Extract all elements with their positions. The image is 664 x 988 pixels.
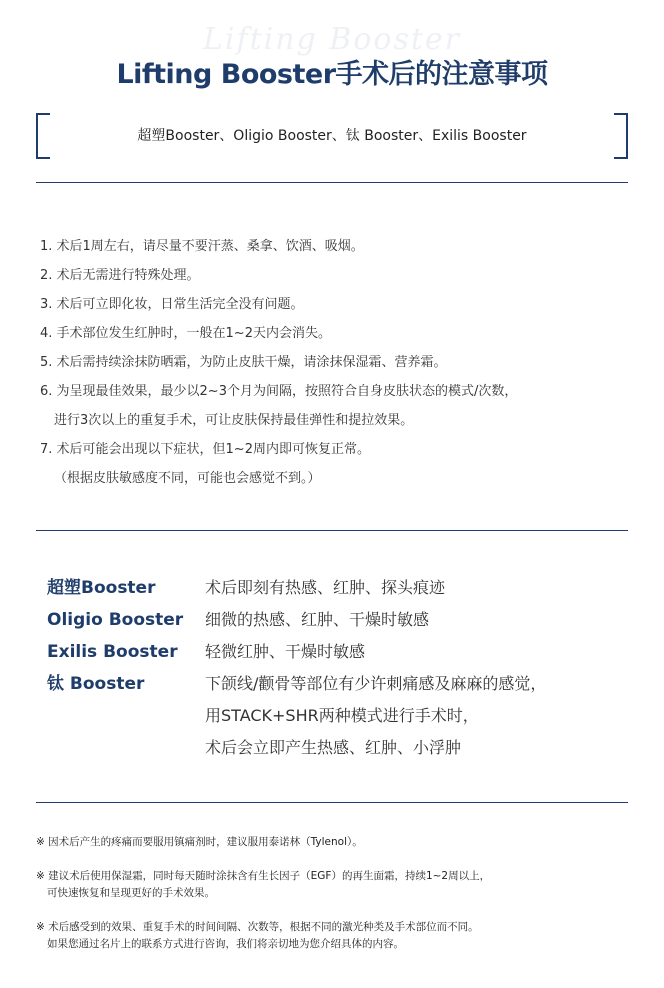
- effect-name: 超塑Booster: [47, 578, 156, 598]
- footnote-line: ※ 因术后产生的疼痛而要服用镇痛剂时，建议服用泰诺林（Tylenol）。: [36, 836, 363, 848]
- divider-middle: [36, 530, 628, 531]
- divider-top: [36, 182, 628, 183]
- effect-line: 用STACK+SHR两种模式进行手术时，: [205, 706, 479, 725]
- note-item-continued: （根据皮肤敏感度不同，可能也会感觉不到。）: [54, 471, 321, 486]
- note-item: 2. 术后无需进行特殊处理。: [40, 268, 200, 283]
- divider-bottom: [36, 802, 628, 803]
- effect-description: [205, 668, 627, 764]
- footnotes: [36, 834, 628, 970]
- effect-row: [47, 604, 627, 636]
- effect-line: 细微的热感、红肿、干燥时敏感: [205, 610, 430, 629]
- notes-list: [40, 232, 630, 493]
- effect-description: [205, 604, 627, 636]
- effect-row: [47, 668, 627, 764]
- footnote-line: ※ 术后感受到的效果、重复手术的时间间隔、次数等，根据不同的激光种类及手术部位而不同。: [36, 921, 479, 933]
- effect-line: 下颌线/颧骨等部位有少许刺痛感及麻麻的感觉，: [205, 674, 547, 693]
- effect-name: Exilis Booster: [47, 642, 178, 662]
- effects-table: [47, 572, 627, 764]
- effect-line: 术后即刻有热感、红肿、探头痕迹: [205, 578, 446, 597]
- effect-row: [47, 636, 627, 668]
- page-title: Lifting Booster手术后的注意事项: [116, 59, 548, 90]
- footnote-line-continued: 如果您通过名片上的联系方式进行咨询，我们将亲切地为您介绍具体的内容。: [47, 938, 404, 950]
- effect-description: [205, 572, 627, 604]
- note-item: 4. 手术部位发生红肿时，一般在1~2天内会消失。: [40, 326, 331, 341]
- effect-line: 轻微红肿、干燥时敏感: [205, 642, 366, 661]
- subtitle-box: [36, 113, 628, 159]
- note-item: 1. 术后1周左右，请尽量不要汗蒸、桑拿、饮酒、吸烟。: [40, 239, 364, 254]
- note-item: 7. 术后可能会出现以下症状，但1~2周内即可恢复正常。: [40, 442, 370, 457]
- effect-name: 钛 Booster: [47, 674, 145, 694]
- effect-description: [205, 636, 627, 668]
- subtitle: 超塑Booster、Oligio Booster、钛 Booster、Exilis Booster: [137, 128, 527, 144]
- effect-line: 术后会立即产生热感、红肿、小浮肿: [205, 738, 462, 757]
- note-item: 6. 为呈现最佳效果，最少以2~3个月为间隔，按照符合自身皮肤状态的模式/次数，: [40, 384, 518, 399]
- footnote: [36, 868, 628, 902]
- note-item: 5. 术后需持续涂抹防晒霜，为防止皮肤干燥，请涂抹保湿霜、营养霜。: [40, 355, 447, 370]
- footnote-line: ※ 建议术后使用保湿霜，同时每天随时涂抹含有生长因子（EGF）的再生面霜，持续1~2周以上，: [36, 870, 491, 882]
- note-item-continued: 进行3次以上的重复手术，可让皮肤保持最佳弹性和提拉效果。: [54, 413, 414, 428]
- note-item: 3. 术后可立即化妆，日常生活完全没有问题。: [40, 297, 304, 312]
- watermark-text: Lifting Booster: [202, 22, 462, 57]
- effect-name: Oligio Booster: [47, 610, 184, 630]
- footnote: [36, 834, 628, 851]
- footnote: [36, 919, 628, 953]
- footnote-line-continued: 可快速恢复和呈现更好的手术效果。: [47, 887, 215, 899]
- effect-row: [47, 572, 627, 604]
